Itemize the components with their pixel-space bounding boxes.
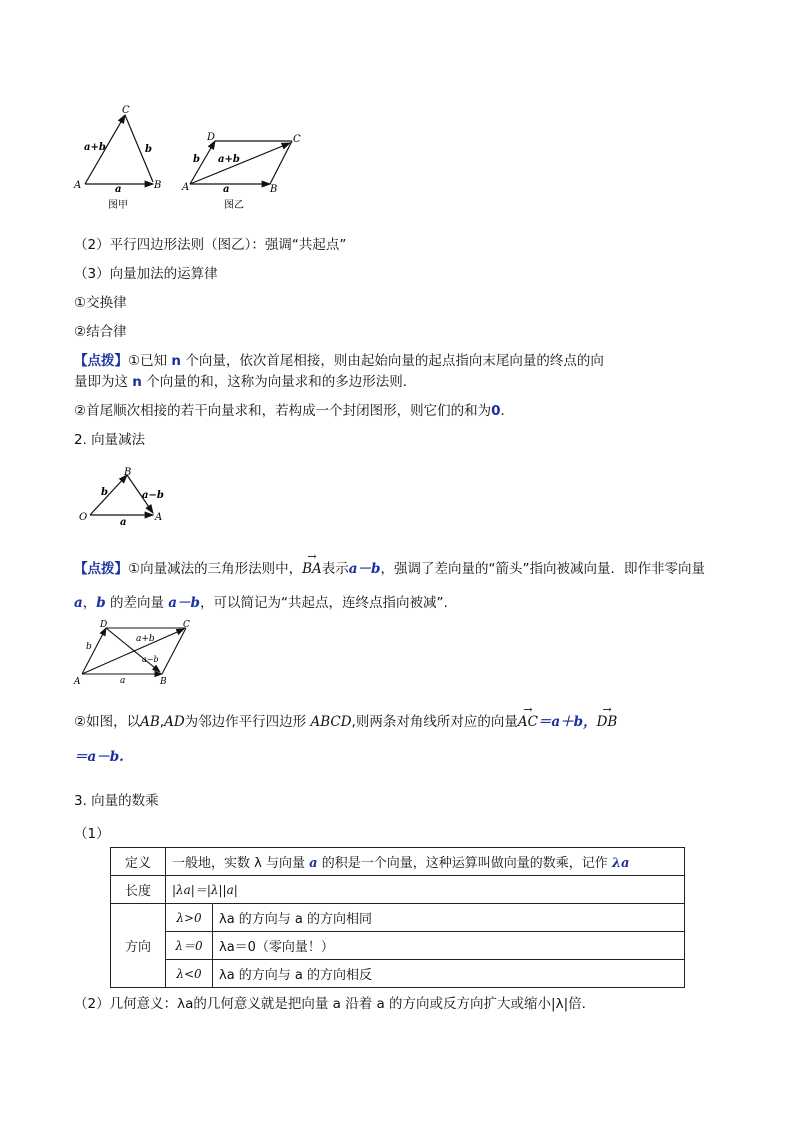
table-def-value: [166, 848, 685, 876]
tip2-text-c: ，强调了差向量的“箭头”指向被减向量．即作非零向量: [380, 561, 705, 577]
fig-sub-label-B: B: [124, 467, 132, 478]
fig-par-label-amb: a−b: [142, 655, 159, 664]
fig-yi-caption: 图乙: [224, 200, 244, 211]
tip2-vector-BA: → BA: [302, 561, 322, 577]
tip2-text-b: 表示: [321, 561, 349, 577]
table-def-text-a: 一般地，实数 λ 与向量: [172, 856, 305, 871]
par-AD: AD: [164, 714, 185, 730]
table-cond-neg: λ<0: [166, 960, 213, 988]
tip2-text-a: ①向量减法的三角形法则中，: [128, 561, 303, 577]
tip1-text-e: ②首尾顺次相接的若干向量求和，若构成一个封闭图形，则它们的和为: [74, 403, 492, 419]
table-dir-zero: λa＝0（零向量！）: [213, 932, 685, 960]
fig-jia-label-A: A: [74, 180, 82, 191]
scalar-multiplication-table: [110, 847, 685, 988]
fig-par-label-a: a: [120, 676, 126, 686]
fig-jia-caption: 图甲: [108, 200, 128, 211]
fig-par-label-ab: a+b: [136, 634, 155, 644]
table-cond-pos: λ>0: [166, 904, 213, 932]
tip1-tag: 【点拨】: [74, 353, 128, 369]
par-text-a: ②如图，以: [74, 714, 141, 730]
tip1-text-f: ．: [500, 403, 515, 419]
tip1-n: n: [171, 353, 182, 369]
geometric-meaning-line: （2）几何意义：λa的几何意义就是把向量 a 沿着 a 的方向或反方向扩大或缩小|λ|倍．: [74, 996, 596, 1012]
tip1-text-d: 个向量的和，这称为向量求和的多边形法则．: [146, 374, 417, 390]
fig-sub-label-A: A: [155, 512, 163, 523]
fig-jia-label-a: a: [115, 184, 122, 195]
fig-par-label-C: C: [183, 620, 190, 630]
table-def-text-c: 的积是一个向量，这种运算叫做向量的数乘，记作: [321, 856, 608, 871]
fig-yi-label-ab: a+b: [218, 154, 240, 165]
tip2-line1: [74, 557, 705, 577]
table-def-a: a: [309, 856, 318, 871]
tip1-line1: [74, 349, 604, 369]
tip2-tag: 【点拨】: [74, 561, 128, 577]
table-cond-zero: λ＝0: [166, 932, 213, 960]
fig-yi-label-b: b: [193, 154, 200, 165]
fig-yi-label-D: D: [207, 132, 216, 143]
tip1-text-a: ①已知: [128, 353, 168, 369]
par-text-b: 为邻边作平行四边形: [184, 714, 307, 730]
commutative-law: ①交换律: [74, 295, 127, 311]
table-def-lambda-a: λa: [611, 856, 630, 871]
fig-sub-label-amb: a−b: [142, 490, 164, 501]
tip2-text-e: ，可以简记为“共起点，连终点指向被减”.: [199, 595, 448, 611]
tip2-amb-2: a－b: [168, 595, 200, 611]
tip1-line3: [74, 399, 514, 419]
par-AB: AB: [140, 714, 160, 730]
par-ABCD: ABCD: [310, 714, 352, 730]
tip1-text-b: 个向量，依次首尾相接，则由起始向量的起点指向末尾向量的终点的向: [185, 353, 604, 369]
table-dir-label: 方向: [111, 904, 166, 988]
table-dir-pos: λa 的方向与 a 的方向相同: [213, 904, 685, 932]
tip1-n-2: n: [132, 374, 142, 390]
fig-yi-label-A: A: [182, 182, 190, 193]
tip2-b: b: [96, 595, 106, 611]
tip2-text-d: 的差向量: [110, 595, 164, 611]
fig-par-label-A: A: [74, 677, 81, 687]
fig-jia-label-ab: a+b: [84, 142, 106, 153]
table-len-label: 长度: [111, 876, 166, 904]
par-vector-DB: → DB: [597, 714, 618, 730]
tip2-line2: [74, 591, 448, 611]
tip1-text-c: 量即为这: [74, 374, 128, 390]
section-2-heading: 2. 向量减法: [74, 432, 146, 448]
fig-jia-label-b: b: [145, 144, 152, 155]
tip1-line2: [74, 370, 416, 390]
tip2-amb: a－b: [348, 561, 381, 577]
figure-subtraction-triangle: [75, 465, 175, 530]
par-text-c: ,则两条对角线所对应的向量: [351, 714, 518, 730]
par-eq1: ＝a＋b，: [537, 714, 597, 730]
fig-par-label-B: B: [160, 677, 167, 687]
par-sep: ,: [159, 714, 165, 730]
addition-laws-heading: （3）向量加法的运算律: [74, 266, 218, 282]
fig-sub-label-a: a: [120, 517, 127, 528]
fig-yi-label-B: B: [270, 184, 278, 195]
par-vector-AC: → AC: [518, 714, 538, 730]
fig-jia-label-B: B: [154, 180, 162, 191]
parallelogram-line1: [74, 710, 617, 730]
fig-yi-label-a: a: [223, 184, 230, 195]
tip1-zero: 0: [491, 403, 501, 419]
item-1-label: （1）: [74, 826, 110, 842]
figure-addition-triangles: [70, 100, 320, 215]
table-dir-neg: λa 的方向与 a 的方向相反: [213, 960, 685, 988]
section-3-heading: 3. 向量的数乘: [74, 793, 159, 809]
table-len-value: |λa|＝|λ||a|: [166, 876, 685, 904]
associative-law: ②结合律: [74, 324, 127, 340]
fig-par-label-D: D: [100, 620, 108, 630]
table-def-label: 定义: [111, 848, 166, 876]
fig-sub-label-b: b: [101, 487, 108, 498]
parallelogram-rule-line: （2）平行四边形法则（图乙）：强调“共起点”: [74, 237, 347, 253]
fig-par-label-b: b: [86, 642, 92, 652]
fig-jia-label-C: C: [122, 105, 130, 116]
fig-sub-label-O: O: [79, 512, 88, 523]
tip2-a: a: [74, 595, 83, 611]
fig-yi-label-C: C: [293, 134, 301, 145]
parallelogram-line2: ＝a－b.: [74, 749, 124, 765]
tip2-comma: ，: [82, 595, 97, 611]
figure-parallelogram-diagonals: [70, 617, 205, 687]
